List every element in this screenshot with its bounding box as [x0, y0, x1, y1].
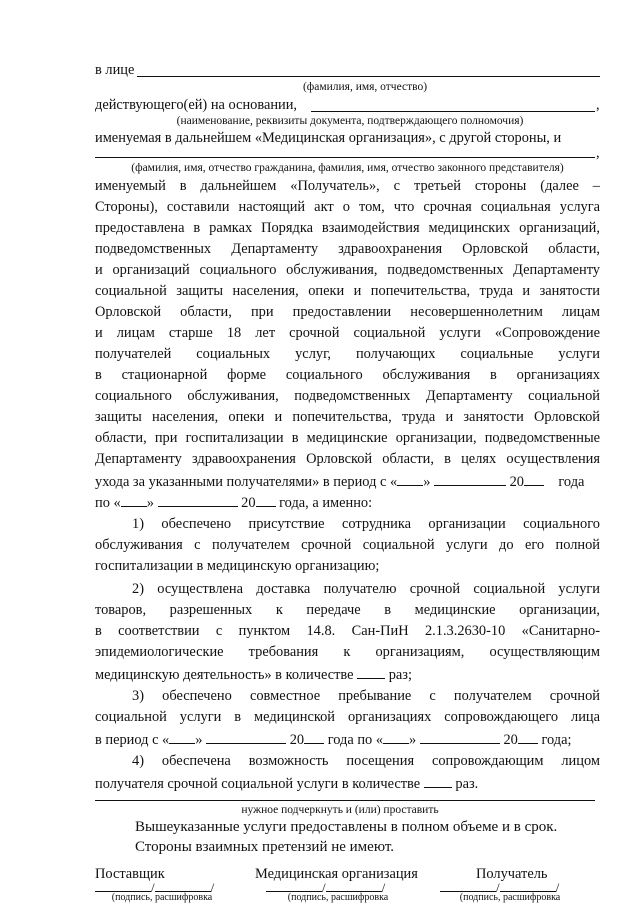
- signature-caption-recipient: [440, 892, 580, 903]
- signature-caption-supplier: [92, 892, 232, 903]
- item3-text-e: »: [409, 732, 417, 748]
- body-line: подведомственных Департаменту здравоохранения Орловской области,: [95, 241, 600, 257]
- item-line: эпидемиологические требования к организациям, осуществляющим: [95, 644, 600, 660]
- item4-last-line: [95, 774, 478, 793]
- recipient-suffix: ,: [596, 145, 600, 161]
- day-field[interactable]: [169, 730, 195, 744]
- item-line: госпитализации в медицинскую организацию;: [95, 558, 380, 574]
- body-line: социальной защиты населения, опеки и попечительства, труда и занятости: [95, 283, 600, 299]
- item3-text-f: 20: [503, 732, 518, 748]
- caption-recipient: (фамилия, имя, отчество гражданина, фамилия, имя, отчество законного представителя): [131, 162, 564, 174]
- basis-prefix: действующего(ей) на основании,: [95, 97, 298, 113]
- year-field[interactable]: [256, 493, 276, 507]
- signature-caption-medorg: [268, 892, 408, 903]
- item2-text-a: медицинскую деятельность» в количестве: [95, 667, 354, 683]
- footer-line-1: Вышеуказанные услуги предоставлены в полном объеме и в срок.: [135, 819, 558, 835]
- period-text-b: »: [423, 474, 431, 490]
- period2-text-b: »: [146, 495, 154, 511]
- body-line: Департаменту здравоохранения Орловской области, в целях осуществления: [95, 451, 600, 467]
- month-field[interactable]: [158, 493, 238, 507]
- signature-caption-line: (подпись, расшифровка: [287, 892, 389, 903]
- face-fill-line: [137, 76, 600, 77]
- count-field[interactable]: [424, 774, 452, 788]
- body-line: защиты населения, опеки и попечительства, труда и занятости Орловской: [95, 409, 600, 425]
- item-line: социальной услуги в медицинской организациях сопровождающего лица: [95, 709, 600, 725]
- item4-text-a: получателя срочной социальной услуги в количестве: [95, 776, 421, 792]
- body-line: Орловской области, при предоставлении несовершеннолетним лицам: [95, 304, 600, 320]
- body-line: социального обслуживания, подведомственных Департаменту социальной: [95, 388, 600, 404]
- named-line: именуемая в дальнейшем «Медицинская организация», с другой стороны, и: [95, 130, 562, 146]
- signature-field[interactable]: [266, 881, 322, 892]
- signature-caption-line: (подпись, расшифровка: [459, 892, 561, 903]
- body-line: Стороны), составили настоящий акт о том, что срочная социальная услуга: [95, 199, 600, 215]
- caption-note: нужное подчеркнуть и (или) проставить: [241, 804, 439, 816]
- basis-suffix: ,: [596, 97, 600, 113]
- caption-document: (наименование, реквизиты документа, подтверждающего полномочия): [176, 115, 524, 127]
- year-field[interactable]: [518, 730, 538, 744]
- slash-glyph: /: [322, 880, 326, 895]
- year-field[interactable]: [304, 730, 324, 744]
- item3-text-g: года;: [541, 732, 572, 748]
- period2-text-a: по «: [95, 495, 121, 511]
- body-line: предоставлена в рамках Порядка взаимодействия медицинских организаций,: [95, 220, 600, 236]
- month-field[interactable]: [206, 730, 286, 744]
- signature-title-recipient: Получатель: [476, 866, 548, 882]
- item-line: товаров, разрешенных к передаче в медицинские организации,: [95, 602, 600, 618]
- slash-glyph: /: [151, 880, 155, 895]
- period2-text-d: года, а именно:: [279, 495, 373, 511]
- item-line: 4) обеспечена возможность посещения сопровождающим лицом: [132, 753, 600, 769]
- month-field[interactable]: [434, 472, 506, 486]
- body-line: и лицам старше 18 лет срочной социальной услуги «Сопровождение: [95, 325, 600, 341]
- day-field[interactable]: [383, 730, 409, 744]
- note-divider: [95, 800, 595, 801]
- item4-text-b: раз.: [455, 776, 479, 792]
- signature-title-medorg: Медицинская организация: [255, 866, 418, 882]
- body-line: области, при госпитализации в медицинские организации, подведомственные: [95, 430, 600, 446]
- period-text-d: года: [558, 474, 585, 490]
- item3-text-b: »: [195, 732, 203, 748]
- signature-title-supplier: Поставщик: [95, 866, 165, 882]
- period-line: [95, 472, 584, 491]
- item-line: 3) обеспечено совместное пребывание с получателем срочной: [132, 688, 600, 704]
- body-line: и организаций социального обслуживания, подведомственных Департаменту: [95, 262, 600, 278]
- body-line: получателей социальных услуг, получающих социальные услуги: [95, 346, 600, 362]
- day-field[interactable]: [397, 472, 423, 486]
- period-line-2: [95, 493, 372, 512]
- slash-glyph: /: [555, 880, 560, 895]
- slash-glyph: /: [496, 880, 500, 895]
- signature-field[interactable]: [440, 881, 496, 892]
- body-line: именуемый в дальнейшем «Получатель», с третьей стороны (далее –: [95, 178, 600, 194]
- item-line: 1) обеспечено присутствие сотрудника организации социального: [132, 516, 600, 532]
- month-field[interactable]: [420, 730, 500, 744]
- item3-last-line: [95, 730, 571, 749]
- period-text-a: ухода за указанными получателями» в период с «: [95, 474, 398, 490]
- item-line: обслуживания с получателем срочной социальной услуги до его полной: [95, 537, 600, 553]
- item-line: в соответствии с пунктом 14.8. Сан-ПиН 2.1.3.2630-10 «Санитарно-: [95, 623, 600, 639]
- slash-glyph: /: [381, 880, 386, 895]
- item2-text-b: раз;: [388, 667, 412, 683]
- year-field[interactable]: [524, 472, 544, 486]
- caption-fio: (фамилия, имя, отчество): [302, 81, 428, 93]
- slash-glyph: /: [210, 880, 215, 895]
- item3-text-d: года по «: [327, 732, 384, 748]
- day-field[interactable]: [121, 493, 147, 507]
- item3-text-a: в период с «: [95, 732, 170, 748]
- face-prefix: в лице: [95, 62, 135, 78]
- period2-text-c: 20: [241, 495, 256, 511]
- basis-fill-line: [311, 111, 595, 112]
- item-line: 2) осуществлена доставка получателю срочной социальной услуги: [132, 581, 600, 597]
- recipient-fill-line: [95, 157, 595, 158]
- footer-line-2: Стороны взаимных претензий не имеют.: [135, 839, 395, 855]
- signature-field[interactable]: [95, 881, 151, 892]
- item3-text-c: 20: [289, 732, 305, 748]
- face-line: [95, 62, 134, 79]
- period-text-c: 20: [509, 474, 524, 490]
- count-field[interactable]: [357, 665, 385, 679]
- signature-caption-line: (подпись, расшифровка: [111, 892, 213, 903]
- signature-decode-field[interactable]: [326, 881, 382, 892]
- signature-decode-field[interactable]: [500, 881, 556, 892]
- item2-last-line: [95, 665, 412, 684]
- body-line: в стационарной форме социального обслуживания в организациях: [95, 367, 600, 383]
- signature-decode-field[interactable]: [155, 881, 211, 892]
